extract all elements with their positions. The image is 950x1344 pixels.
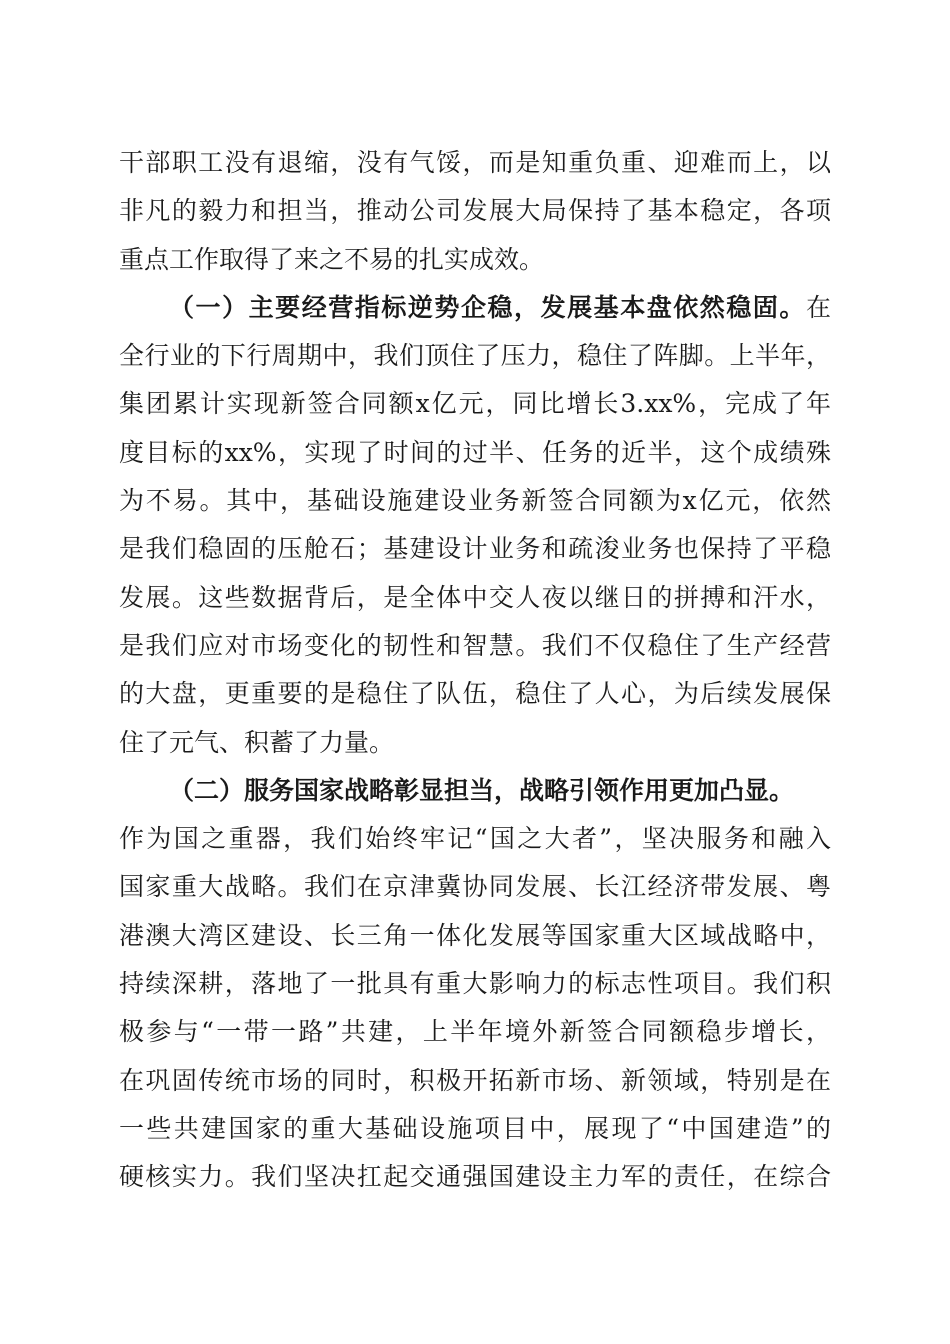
paragraph-line: 住了元气、积蓄了力量。 [119,727,395,757]
section1-heading: （一）主要经营指标逆势企稳，发展基本盘依然稳固。 [169,292,806,322]
paragraph-line: 度目标的xx%，实现了时间的过半、任务的近半，这个成绩殊 [119,437,831,467]
paragraph-line: 非凡的毅力和担当，推动公司发展大局保持了基本稳定，各项 [119,196,831,226]
section1-first-line [119,284,831,332]
paragraph-line: 极参与“一带一路”共建，上半年境外新签合同额稳步增长， [119,1017,831,1047]
paragraph-line: 硬核实力。我们坚决扛起交通强国建设主力军的责任，在综合 [119,1162,831,1192]
paragraph-line: 重点工作取得了来之不易的扎实成效。 [119,244,545,274]
section2-heading: （二）服务国家战略彰显担当，战略引领作用更加凸显。 [169,775,795,805]
paragraph-line: 在巩固传统市场的同时，积极开拓新市场、新领域，特别是在 [119,1065,831,1095]
document-page [119,139,831,1202]
section2-first-line [119,767,831,815]
paragraph-line: 全行业的下行周期中，我们顶住了压力，稳住了阵脚。上半年， [119,341,831,371]
paragraph-line: 是我们稳固的压舱石；基建设计业务和疏浚业务也保持了平稳 [119,534,831,564]
paragraph-line: 集团累计实现新签合同额x亿元，同比增长3.xx%，完成了年 [119,389,831,419]
paragraph-line: 作为国之重器，我们始终牢记“国之大者”，坚决服务和融入 [119,824,831,854]
paragraph-line: 一些共建国家的重大基础设施项目中，展现了“中国建造”的 [119,1113,831,1143]
paragraph-line: 是我们应对市场变化的韧性和智慧。我们不仅稳住了生产经营 [119,630,831,660]
paragraph-line: 的大盘，更重要的是稳住了队伍，稳住了人心，为后续发展保 [119,679,831,709]
section1-heading-tail: 在 [805,292,831,322]
paragraph-line: 为不易。其中，基础设施建设业务新签合同额为x亿元，依然 [119,486,831,516]
paragraph-line: 干部职工没有退缩，没有气馁，而是知重负重、迎难而上，以 [119,148,831,177]
paragraph-line: 持续深耕，落地了一批具有重大影响力的标志性项目。我们积 [119,969,831,999]
paragraph-line: 发展。这些数据背后，是全体中交人夜以继日的拼搏和汗水， [119,582,831,612]
paragraph-line: 国家重大战略。我们在京津冀协同发展、长江经济带发展、粤 [119,872,831,902]
paragraph-line: 港澳大湾区建设、长三角一体化发展等国家重大区域战略中， [119,920,831,950]
